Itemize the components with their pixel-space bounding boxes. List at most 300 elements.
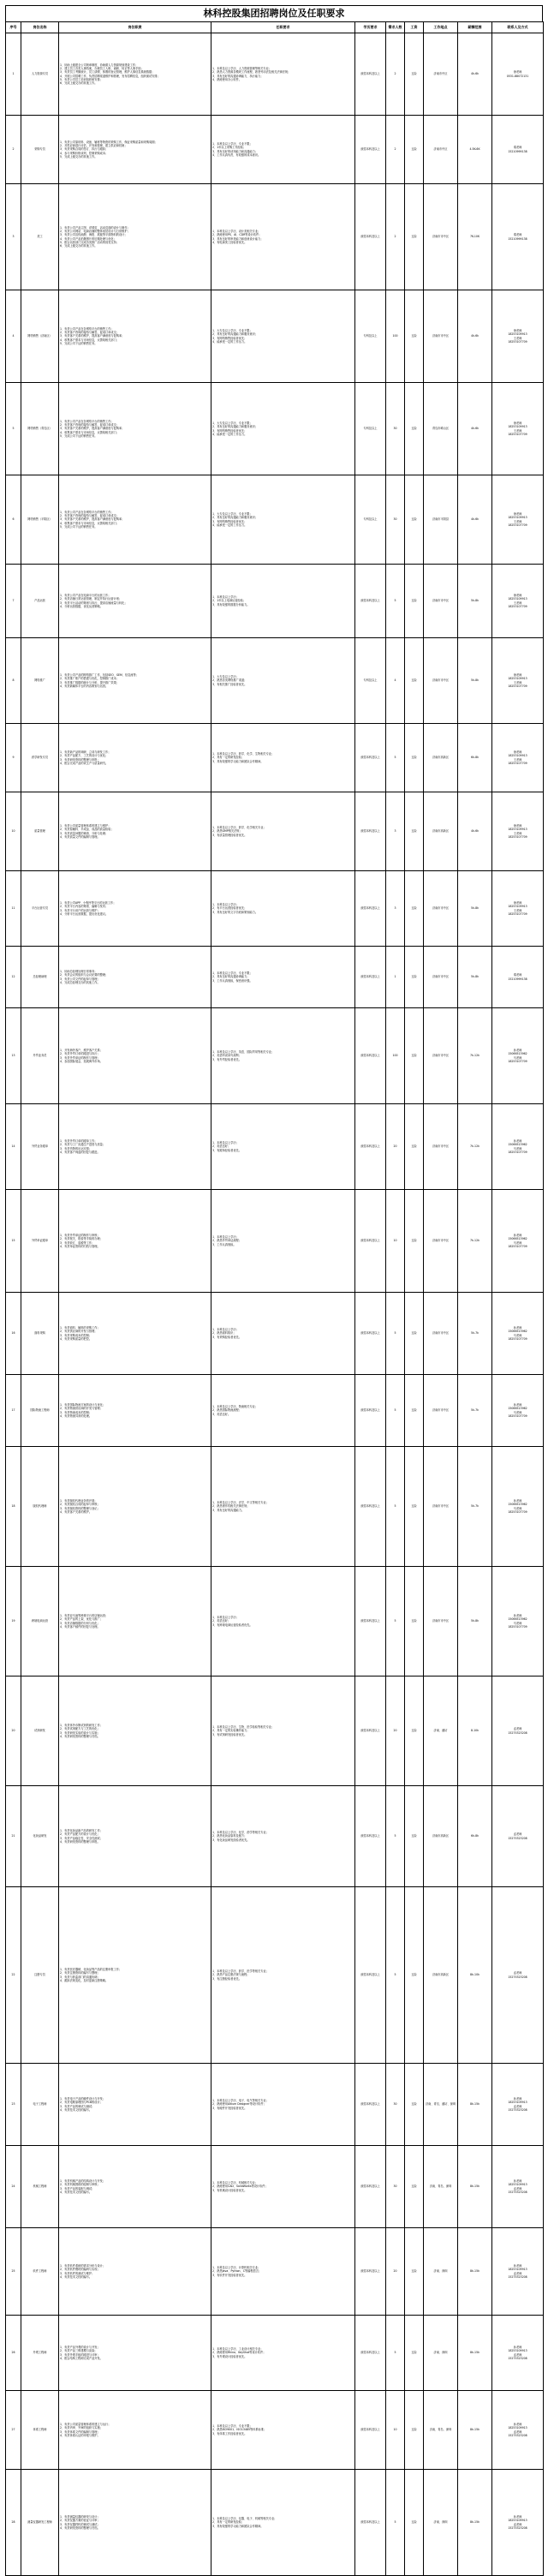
duty-line: 5、完成公司下达的销售任务。 — [60, 341, 98, 345]
duty-line: 4、负责研发资料的整理与申报。 — [60, 1839, 100, 1844]
cell-requirements — [211, 1887, 355, 2064]
cell-position: 网络销售（青岛区） — [21, 383, 59, 475]
table-row — [6, 2470, 544, 2576]
cell-no: 27 — [6, 2391, 21, 2470]
contact-line: 孟老师 — [513, 2430, 522, 2434]
requirement-line: 1、本科及以上学历，仪器、电子、机械等相关专业； — [212, 2517, 277, 2521]
contact-line: 秦老师 — [513, 973, 522, 977]
cell-pay: 7k-12k — [458, 1190, 492, 1293]
cell-salary: 五险 — [405, 290, 424, 383]
cell-count: 20 — [386, 1104, 405, 1190]
requirement-line: 3、英语良好。 — [212, 1412, 231, 1416]
contact-line: 18253107709 — [508, 1059, 527, 1063]
duty-line: 1、负责机械产品的结构设计与开发； — [60, 2179, 106, 2184]
contact-line: 孟老师 — [513, 2271, 522, 2275]
cell-position: 网络推广 — [21, 638, 59, 724]
cell-location: 济南市市中区 — [424, 871, 458, 947]
cell-pay: 8k-15k — [458, 2391, 492, 2470]
cell-position: 外贸单证跟单 — [21, 1190, 59, 1293]
contact-line: 孙老师 — [513, 2423, 522, 2427]
cell-education: 统招本科及以上 — [355, 871, 386, 947]
contact-line: 18253109913 — [508, 425, 527, 429]
cell-no: 8 — [6, 638, 21, 724]
requirement-line: 2、熟悉化妆品原料及配方； — [212, 1834, 247, 1838]
duty-line: 4、负责技术文档的编写。 — [60, 2274, 92, 2279]
requirement-line: 2、熟练使用CAD、SolidWorks等设计软件； — [212, 2185, 268, 2189]
table-row — [6, 871, 544, 947]
contact-line: 18253109913 — [508, 677, 527, 681]
requirement-line: 2、熟悉人力资源各模块工作流程，熟悉劳动法及相关法律法规； — [212, 70, 291, 75]
requirement-line: 1、本科及以上学历，专业不限； — [212, 142, 253, 146]
cell-pay: 8k-15k — [458, 2228, 492, 2316]
cell-location: 济南市高新区 — [424, 1887, 458, 2064]
contact-line: 18253107709 — [508, 684, 527, 688]
cell-contact — [492, 1008, 544, 1104]
requirement-line: 3、具有较强的学习能力和团队合作精神。 — [212, 759, 264, 763]
requirement-line: 2、熟悉产品注册法规与流程； — [212, 1973, 250, 1977]
header-requirements: 任职要求 — [211, 22, 355, 33]
table-row — [6, 33, 544, 116]
cell-contact — [492, 871, 544, 947]
contact-line: 秦老师 — [513, 233, 522, 237]
contact-line: 孙老师 — [513, 2515, 522, 2519]
contact-line: 徐老师 — [513, 421, 522, 426]
contact-line: 孟老师 — [513, 2186, 522, 2190]
cell-pay: 8k-15k — [458, 2146, 492, 2228]
duty-line: 2、负责客户咨询的接待与解答，促成订单成交； — [60, 514, 119, 518]
cell-pay: 4k-6k — [458, 290, 492, 383]
cell-pay: 6k-8k — [458, 1786, 492, 1887]
requirement-line: 1、本科及以上学历，设计类相关专业； — [212, 230, 261, 234]
duty-line: 1、负责外贸订单的跟单工作； — [60, 1139, 98, 1144]
cell-salary: 五险 — [405, 116, 424, 184]
requirement-line: 1、本科及以上学历，机械相关专业； — [212, 2181, 259, 2185]
requirement-line: 4、能承受一定的工作压力。 — [212, 523, 247, 527]
cell-contact — [492, 2228, 544, 2316]
cell-salary: 五险 — [405, 383, 424, 475]
cell-location: 济南市市中区 — [424, 1567, 458, 1676]
duty-line: 4、分析平台运营数据，提出优化建议。 — [60, 911, 109, 916]
cell-position: 采购专员 — [21, 116, 59, 184]
cell-duties — [59, 792, 211, 871]
requirement-line: 3、有注册经验者优先。 — [212, 1976, 241, 1981]
requirement-line: 3、具有较强的学习能力和团队合作精神。 — [212, 2524, 264, 2528]
duty-line: 2、负责软件模块的编码与实现； — [60, 2268, 100, 2272]
contact-line: 18253107709 — [508, 911, 527, 916]
duty-line: 3、负责物流成本的控制； — [60, 1410, 92, 1414]
duty-line: 4、负责研发资料的整理与归档。 — [60, 2525, 100, 2530]
contact-line: 18253107709 — [508, 1150, 527, 1154]
contact-line: 孟老师 — [513, 2104, 522, 2108]
contact-line: 15275323208 — [508, 2433, 527, 2437]
contact-line: 徐老师 — [513, 673, 522, 678]
duty-line: 3、负责推广数据的统计与分析，提升推广效果； — [60, 680, 119, 684]
cell-position: 电子工程师 — [21, 2064, 59, 2146]
duty-line: 1、负责产品外观的设计与开发； — [60, 2346, 100, 2350]
requirement-line: 2、具有良好的沟通能力和服务意识； — [212, 332, 259, 337]
duty-line: 1、负责医疗器械、化妆品等产品的注册申报工作； — [60, 1968, 122, 1972]
cell-no: 16 — [6, 1293, 21, 1375]
duty-line: 4、收集客户需求与市场信息，反馈给相关部门； — [60, 430, 119, 434]
cell-requirements — [211, 1190, 355, 1293]
duty-line: 1、负责公司产品主图、详情页、活动页面的设计与制作； — [60, 225, 130, 230]
cell-contact — [492, 1887, 544, 2064]
cell-salary: 五险 — [405, 33, 424, 116]
duty-line: 1、开发海外客户，维护客户关系； — [60, 1049, 103, 1053]
contact-line: 15066513962 — [508, 1237, 527, 1241]
duty-line: 3、负责外观手板的跟进与评审； — [60, 2352, 100, 2357]
duty-line: 3、负责客户关系的维护，提高客户满意度与复购率； — [60, 427, 125, 431]
duty-line: 4、负责物流异常的处理。 — [60, 1414, 92, 1418]
cell-location: 济南市市中区 — [424, 1293, 458, 1375]
cell-pay: 8k-15k — [458, 2470, 492, 2576]
header-count: 需求人数 — [386, 22, 405, 33]
cell-position: 网络销售（济南区） — [21, 290, 59, 383]
cell-count: 2 — [386, 116, 405, 184]
duty-line: 2、负责内审、外审的组织与实施； — [60, 2426, 103, 2430]
cell-position: 体系工程师 — [21, 2391, 59, 2470]
header-education: 学历要求 — [355, 22, 386, 33]
cell-requirements — [211, 724, 355, 792]
cell-education: 统招本科及以上 — [355, 2316, 386, 2391]
cell-pay: 8-10k — [458, 1676, 492, 1786]
table-row — [6, 1786, 544, 1887]
cell-requirements — [211, 565, 355, 638]
job-table — [5, 21, 544, 2576]
requirement-line: 3、具有较强的数据分析能力。 — [212, 602, 250, 607]
duty-line: 2、负责会议的组织与会议纪要的整理； — [60, 973, 109, 977]
contact-line: 徐老师 — [513, 594, 522, 598]
cell-count: 5 — [386, 1375, 405, 1447]
cell-duties — [59, 383, 211, 475]
requirement-line: 1、本科及以上学历，药学、医学等相关专业； — [212, 1969, 269, 1974]
contact-line: 18253107709 — [508, 432, 527, 436]
cell-requirements — [211, 184, 355, 290]
cell-position: 外贸业务跟单 — [21, 1104, 59, 1190]
cell-count: 5 — [386, 1567, 405, 1676]
contact-line: 孙老师 — [513, 1326, 522, 1330]
requirement-line: 1、本科及以上学历，专业不限； — [212, 2424, 253, 2429]
table-row — [6, 475, 544, 565]
requirement-line: 2、具有良好的沟通能力和服务意识； — [212, 425, 259, 429]
cell-contact — [492, 2391, 544, 2470]
cell-duties — [59, 2470, 211, 2576]
cell-location: 济南市高新区 — [424, 1786, 458, 1887]
requirement-line: 1、本科及以上学历，物流相关专业； — [212, 1405, 259, 1409]
duty-line: 4、跟踪法规变化，及时更新注册策略。 — [60, 1978, 109, 1982]
requirement-line: 1、本科及以上学历； — [212, 1141, 239, 1145]
contact-line: 18253109913 — [508, 2349, 527, 2353]
duty-line: 3、负责货物的出运安排； — [60, 1146, 92, 1151]
contact-line: 18253109913 — [508, 332, 527, 337]
cell-no: 12 — [6, 947, 21, 1008]
cell-count: 5 — [386, 1887, 405, 2064]
cell-location: 济南市市中区 — [424, 1375, 458, 1447]
requirement-line: 3、有跟单经验者优先。 — [212, 1148, 241, 1152]
cell-location: 济南、深圳 — [424, 2316, 458, 2391]
cell-duties — [59, 1887, 211, 2064]
cell-no: 13 — [6, 1008, 21, 1104]
cell-requirements — [211, 1676, 355, 1786]
cell-duties — [59, 33, 211, 116]
cell-requirements — [211, 1104, 355, 1190]
duty-line: 4、负责研发资料的整理与归档。 — [60, 1734, 100, 1738]
requirement-line: 1、本科及以上学历，化学、药学等相关专业； — [212, 1831, 269, 1835]
cell-education: 统招本科及以上 — [355, 1293, 386, 1375]
contact-line: 秦老师 — [513, 146, 522, 150]
table-row — [6, 290, 544, 383]
cell-location: 济南市市中区 — [424, 638, 458, 724]
cell-education: 专科及以上 — [355, 638, 386, 724]
requirement-line: 2、具有一定的研发经验； — [212, 2520, 245, 2525]
cell-salary: 五险 — [405, 1008, 424, 1104]
cell-location: 济南市中区 — [424, 33, 458, 116]
cell-education: 统招本科及以上 — [355, 1786, 386, 1887]
cell-position: 面料采购 — [21, 1293, 59, 1375]
requirement-line: 3、有网络销售经验者优先； — [212, 519, 247, 523]
cell-count: 5 — [386, 2316, 405, 2391]
cell-duties — [59, 1190, 211, 1293]
cell-location: 济南、青岛、深圳 — [424, 2391, 458, 2470]
cell-education: 统招本科及以上 — [355, 1567, 386, 1676]
duty-line: 3、负责店铺数据的分析与优化； — [60, 1621, 100, 1625]
cell-location: 济南市高新区 — [424, 724, 458, 792]
cell-position: 产品运营 — [21, 565, 59, 638]
contact-line: 18253107709 — [508, 761, 527, 765]
requirement-line: 2、具有良好的沟通协调能力； — [212, 975, 250, 979]
table-row — [6, 1447, 544, 1567]
requirement-line: 3、有相关推广经验者优先。 — [212, 682, 247, 686]
duty-line: 2、负责公司网站、电商店铺的整体视觉设计与日常维护； — [60, 230, 130, 234]
duty-line: 3、负责软件的测试与维护； — [60, 2271, 95, 2275]
contact-line: 15275323208 — [508, 1836, 527, 1840]
cell-no: 23 — [6, 2064, 21, 2146]
contact-line: 15275323208 — [508, 2525, 527, 2530]
cell-position: 总经理助理 — [21, 947, 59, 1008]
cell-requirements — [211, 1008, 355, 1104]
duty-line: 3、负责客户关系的维护，提高客户满意度与复购率； — [60, 334, 125, 338]
cell-location: 济南市市中区 — [424, 1190, 458, 1293]
contact-line: 18253107709 — [508, 1244, 527, 1248]
cell-count: 2 — [386, 33, 405, 116]
cell-duties — [59, 1676, 211, 1786]
duty-line: 4、收集客户需求与市场信息，反馈给相关部门； — [60, 338, 119, 342]
duty-line: 4、负责质量文件的编制与管理。 — [60, 834, 100, 839]
duty-line: 3、负责研发实验的设计与实施； — [60, 1730, 100, 1735]
duty-line: 4、负责新媒体平台的内容策划与运营。 — [60, 684, 109, 688]
cell-position: 药学研发专员 — [21, 724, 59, 792]
contact-line: 15066513962 — [508, 1052, 527, 1056]
cell-education: 统招本科及以上 — [355, 2064, 386, 2146]
duty-line: 1、负责面料、辅料的采购工作； — [60, 1326, 100, 1330]
requirement-line: 1、本科及以上学历，电子、电气等相关专业； — [212, 2099, 269, 2103]
table-row — [6, 638, 544, 724]
cell-education: 统招本科及以上 — [355, 33, 386, 116]
requirement-line: 3、有软件开发经验者优先。 — [212, 2273, 247, 2277]
cell-location: 济南市市中区 — [424, 1104, 458, 1190]
cell-salary: 五险 — [405, 1567, 424, 1676]
contact-line: 孙老师 — [513, 1049, 522, 1053]
cell-duties — [59, 1375, 211, 1447]
table-row — [6, 2391, 544, 2470]
cell-count: 30 — [386, 475, 405, 565]
table-row — [6, 2316, 544, 2391]
cell-requirements — [211, 2146, 355, 2228]
contact-line: 王老师 — [513, 680, 522, 684]
contact-line: 王老师 — [513, 428, 522, 433]
table-row — [6, 792, 544, 871]
requirement-line: 1、大专及以上学历； — [212, 675, 239, 679]
cell-duties — [59, 638, 211, 724]
requirement-line: 3、有化妆品研发经验者优先。 — [212, 1838, 250, 1842]
duty-line: 1、负责国际物流方案的设计与优化； — [60, 1403, 106, 1408]
cell-location: 济南市市中区 — [424, 184, 458, 290]
cell-location: 济南市市中区 — [424, 1447, 458, 1567]
cell-requirements — [211, 1447, 355, 1567]
requirement-line: 3、有跨境电商运营经验者优先。 — [212, 1623, 253, 1627]
duty-line: 4、完成总经理交办的其他工作。 — [60, 980, 100, 984]
requirement-line: 1、本科及以上学历； — [212, 1328, 239, 1332]
table-row — [6, 1567, 544, 1676]
cell-requirements — [211, 1293, 355, 1375]
duty-line: 3、负责员工考勤统计，员工请假、休假的登记管理，维护人事信息系统数据； — [60, 70, 155, 75]
cell-pay: 5k-7k — [458, 1375, 492, 1447]
cell-position: 软件工程师 — [21, 2228, 59, 2316]
cell-education: 统招本科及以上 — [355, 2470, 386, 2576]
cell-count: 10 — [386, 1190, 405, 1293]
contact-line: 18253107709 — [508, 1336, 527, 1341]
cell-requirements — [211, 116, 355, 184]
contact-line: 孟老师 — [513, 2522, 522, 2526]
cell-education: 统招本科及以上 — [355, 1104, 386, 1190]
requirement-line: 3、具有良好的文字功底和策划能力。 — [212, 910, 259, 914]
cell-location: 济南市平阴县 — [424, 475, 458, 565]
cell-count: 30 — [386, 2146, 405, 2228]
requirement-line: 2、熟悉ISO9001、ISO13485等体系标准； — [212, 2428, 267, 2432]
contact-line: 孟老师 — [513, 2352, 522, 2357]
cell-salary: 五险 — [405, 565, 424, 638]
cell-pay: 4k-6k — [458, 383, 492, 475]
contact-line: 18253109913 — [508, 2426, 527, 2430]
duty-line: 3、负责公司宣传画册、海报、展板等平面物料的设计； — [60, 233, 128, 237]
table-row — [6, 116, 544, 184]
duty-line: 3、负责仪器样机的调试与测试； — [60, 2522, 100, 2526]
cell-requirements — [211, 2391, 355, 2470]
cell-education: 统招本科及以上 — [355, 116, 386, 184]
cell-position: 人力资源专员 — [21, 33, 59, 116]
duty-line: 3、负责采购合同的签订、执行与跟踪； — [60, 147, 109, 152]
duty-line: 4、配合结构工程师完成产品开发。 — [60, 2356, 103, 2360]
requirement-line: 3、具有良好的谈判能力和沟通能力； — [212, 149, 259, 153]
requirement-line: 2、英语听说读写流利； — [212, 1054, 241, 1058]
duty-line: 1、负责公司质量管理体系的建立与维护； — [60, 824, 111, 828]
cell-duties — [59, 565, 211, 638]
requirement-line: 1、本科及以上学历，计算机相关专业； — [212, 2266, 261, 2270]
cell-requirements — [211, 383, 355, 475]
table-header-row — [6, 22, 544, 33]
cell-location: 济南市市中区 — [424, 947, 458, 1008]
cell-count: 3 — [386, 792, 405, 871]
cell-no: 7 — [6, 565, 21, 638]
contact-line: 18253107709 — [508, 523, 527, 527]
duty-line: 4、负责体系认证的申报与维护。 — [60, 2433, 100, 2437]
cell-requirements — [211, 1375, 355, 1447]
contact-line: 18253107709 — [508, 604, 527, 608]
cell-no: 25 — [6, 2228, 21, 2316]
duty-line: 4、负责技术文档的编写。 — [60, 2107, 92, 2112]
cell-duties — [59, 1008, 211, 1104]
cell-duties — [59, 116, 211, 184]
header-location: 工作地点 — [424, 22, 458, 33]
contact-line: 15275323208 — [508, 2274, 527, 2279]
duty-line: 5、完成公司下达的销售任务。 — [60, 524, 98, 529]
cell-salary: 五险 — [405, 2146, 424, 2228]
cell-education: 专科及以上 — [355, 475, 386, 565]
duty-line: 3、负责采购成本的控制； — [60, 1333, 92, 1337]
cell-location: 济南、青岛、潍坊、深圳 — [424, 2064, 458, 2146]
table-row — [6, 2146, 544, 2228]
requirement-line: 3、具有良好的审美能力和创意设计能力； — [212, 236, 264, 241]
cell-contact — [492, 947, 544, 1008]
cell-no: 4 — [6, 290, 21, 383]
cell-count: 30 — [386, 2064, 405, 2146]
cell-count: 1 — [386, 947, 405, 1008]
cell-no: 15 — [6, 1190, 21, 1293]
table-row — [6, 1676, 544, 1786]
table-row — [6, 2064, 544, 2146]
cell-requirements — [211, 947, 355, 1008]
cell-education: 统招本科及以上 — [355, 792, 386, 871]
cell-contact — [492, 116, 544, 184]
contact-line: 徐老师 — [513, 824, 522, 828]
cell-no: 19 — [6, 1567, 21, 1676]
contact-line: 18253109913 — [508, 828, 527, 832]
cell-contact — [492, 1447, 544, 1567]
cell-position: 机械工程师 — [21, 2146, 59, 2228]
duty-line: 4、分析运营数据，优化运营策略。 — [60, 604, 103, 608]
requirement-line: 1、本科及以上学历，英语、国际贸易等相关专业； — [212, 1050, 275, 1055]
cell-requirements — [211, 792, 355, 871]
duty-line: 1、负责体外诊断试剂的研发工作； — [60, 1724, 103, 1728]
contact-line: 孙老师 — [513, 2179, 522, 2184]
contact-line: 15275323208 — [508, 2190, 527, 2194]
table-row — [6, 1887, 544, 2064]
cell-contact — [492, 1293, 544, 1375]
cell-requirements — [211, 290, 355, 383]
duty-line: 1、负责公司产品在各网络平台的销售工作； — [60, 510, 114, 514]
cell-pay: 4k-6k — [458, 792, 492, 871]
requirement-line: 3、具有良好的沟通能力。 — [212, 1508, 245, 1512]
contact-line: 18253109913 — [508, 2268, 527, 2272]
contact-line: 15066513962 — [508, 1503, 527, 1507]
contact-line: 15210999138 — [508, 149, 527, 153]
cell-contact — [492, 184, 544, 290]
requirement-line: 1、本科及以上学历，人力资源管理等相关专业； — [212, 67, 271, 71]
contact-line: 18253107709 — [508, 1509, 527, 1514]
cell-salary: 五险 — [405, 475, 424, 565]
duty-line: 1、负责公司产品在各网络平台的销售工作； — [60, 419, 114, 423]
cell-duties — [59, 871, 211, 947]
cell-location: 济南市高新区 — [424, 792, 458, 871]
duty-line: 2、负责注册资料的编写与整理； — [60, 1971, 100, 1975]
duty-line: 3、负责客户关系的维护，提高客户满意度与复购率； — [60, 517, 125, 522]
contact-line: 15066513962 — [508, 1143, 527, 1147]
cell-salary: 五险 — [405, 1375, 424, 1447]
cell-duties — [59, 2064, 211, 2146]
header-pay: 薪酬范围 — [458, 22, 492, 33]
contact-line: 18253107709 — [508, 339, 527, 344]
cell-duties — [59, 2228, 211, 2316]
